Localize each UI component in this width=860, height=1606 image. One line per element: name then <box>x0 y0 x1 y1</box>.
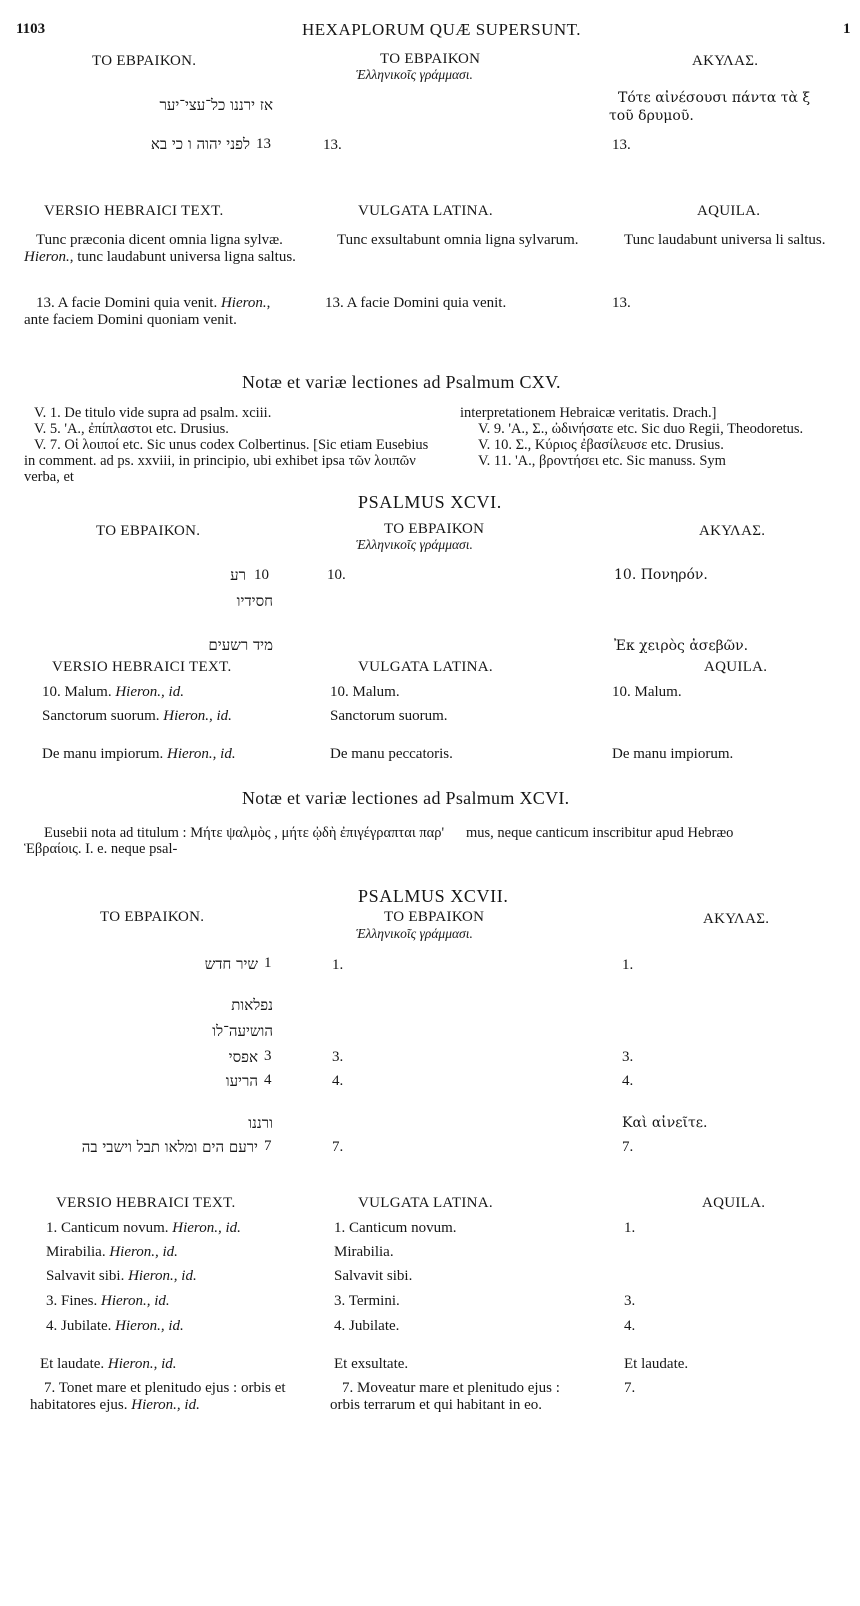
verse-number: 3. <box>332 1049 344 1065</box>
aquila-paragraph: Tunc laudabunt universa li saltus. <box>624 232 826 248</box>
versio-line: Sanctorum suorum. Hieron., id. <box>42 708 232 724</box>
versio-line: Et laudate. Hieron., id. <box>40 1356 177 1372</box>
vulgata-line: Mirabilia. <box>334 1244 394 1260</box>
hebrew-line: שיר חדש <box>204 955 258 973</box>
greek-line: Τότε αἰνέσουσι πάντα τὰ ξ <box>618 90 811 106</box>
greek-line: Ἐκ χειρὸς ἀσεβῶν. <box>614 638 749 654</box>
versio-line: 4. Jubilate. Hieron., id. <box>46 1318 184 1334</box>
col-head-vulgata: VULGATA LATINA. <box>358 1195 493 1211</box>
vulgata-line: 4. Jubilate. <box>334 1318 400 1334</box>
psalm-title: PSALMUS XCVI. <box>358 492 502 512</box>
hebrew-line: הריעו <box>225 1072 258 1090</box>
versio-paragraph: 13. A facie Domini quia venit. Hieron., ante faciem Domini quoniam venit. <box>24 295 271 328</box>
greek-line: Καὶ αἰνεῖτε. <box>622 1115 708 1131</box>
col-head-hebraicum: ΤΟ ΕΒΡΑΙΚΟΝ. <box>96 523 201 539</box>
hebrew-line: נפלאות <box>231 996 273 1014</box>
aquila-line: 4. <box>624 1318 636 1334</box>
hebrew-line: מיד רשעים <box>208 636 273 654</box>
verse-number: 4. <box>622 1073 634 1089</box>
aquila-paragraph: 13. <box>612 295 631 311</box>
hebrew-line: ירעם הים ומלאו תבל וישבי בה <box>81 1138 258 1156</box>
right-mark: 1 <box>843 21 851 37</box>
notes-left-column: V. 1. De titulo vide supra ad psalm. xciii. V. 5. 'Α., ἐπίπλαστοι etc. Drusius. V. 7. Οἱ λοιποί etc. Sic unus codex Colbertinus. [Sic etiam Eusebius in comment. ad ps. xxviii, in principio, ubi exhibet ipsa τῶν λοιπῶν verba, et <box>24 405 429 485</box>
col-head-hebraicum: ΤΟ ΕΒΡΑΙΚΟΝ. <box>92 53 197 69</box>
col-subhead-greek-letters: Ἑλληνικοῖς γράμμασι. <box>356 537 473 552</box>
hebrew-line: לפני יהוה ו כי בא <box>150 135 250 153</box>
hebrew-line: רע <box>230 566 246 584</box>
vulgata-paragraph: Tunc exsultabunt omnia ligna sylvarum. <box>337 232 579 248</box>
notes-heading: Notæ et variæ lectiones ad Psalmum XCVI. <box>242 788 570 808</box>
col-subhead-greek-letters: Ἑλληνικοῖς γράμμασι. <box>356 67 473 82</box>
vulgata-line: Sanctorum suorum. <box>330 708 448 724</box>
col-head-hebraicum-greek: ΤΟ ΕΒΡΑΙΚΟΝ <box>384 909 485 925</box>
col-head-versio: VERSIO HEBRAICI TEXT. <box>44 203 224 219</box>
verse-number: 1 <box>264 955 272 971</box>
hebrew-line: הושיעה־לו <box>212 1022 273 1040</box>
col-head-aquila-latin: AQUILA. <box>704 659 768 675</box>
notes-right-column: interpretationem Hebraicæ veritatis. Drach.] V. 9. 'Α., Σ., ὠδινήσατε etc. Sic duo Regii, Theodoretus. V. 10. Σ., Κύριος ἐβασίλευσε etc. Drusius. V. 11. 'Α., βροντήσει etc. Sic manuss. Sym <box>460 405 804 469</box>
vulgata-line: Salvavit sibi. <box>334 1268 413 1284</box>
verse-number: 3. <box>622 1049 634 1065</box>
verse-number: 7. <box>622 1139 634 1155</box>
col-head-aquila-greek: ΑΚΥΛΑΣ. <box>692 53 759 69</box>
verse-number: 13 <box>256 136 271 152</box>
aquila-line: 10. Malum. <box>612 684 682 700</box>
col-head-hebraicum-greek: ΤΟ ΕΒΡΑΙΚΟΝ <box>384 521 485 537</box>
notes-left-column: Eusebii nota ad titulum : Μήτε ψαλμὸς , μήτε ᾠδὴ ἐπιγέγραπται παρ' Ἑβραίοις. I. e. neque psal- <box>24 825 445 857</box>
verse-number: 1. <box>332 957 344 973</box>
col-subhead-greek-letters: Ἑλληνικοῖς γράμμασι. <box>356 926 473 941</box>
aquila-line: Et laudate. <box>624 1356 689 1372</box>
notes-right-column: mus, neque canticum inscribitur apud Hebræo <box>466 825 734 841</box>
verse-number: 4 <box>264 1072 272 1088</box>
col-head-aquila-greek: ΑΚΥΛΑΣ. <box>703 911 770 927</box>
versio-line: Salvavit sibi. Hieron., id. <box>46 1268 197 1284</box>
col-head-aquila-greek: ΑΚΥΛΑΣ. <box>699 523 766 539</box>
aquila-line: 7. <box>624 1380 636 1396</box>
versio-paragraph: 7. Tonet mare et plenitudo ejus : orbis et habitatores ejus. Hieron., id. <box>30 1380 286 1413</box>
hebrew-line: ורננו <box>248 1114 273 1132</box>
hebrew-line: חסידיו <box>236 592 273 610</box>
col-head-aquila-latin: AQUILA. <box>697 203 761 219</box>
versio-line: De manu impiorum. Hieron., id. <box>42 746 236 762</box>
page-number: 1103 <box>16 21 46 37</box>
col-head-versio: VERSIO HEBRAICI TEXT. <box>52 659 232 675</box>
vulgata-paragraph: 7. Moveatur mare et plenitudo ejus : orbis terrarum et qui habitant in eo. <box>330 1380 560 1413</box>
versio-line: 3. Fines. Hieron., id. <box>46 1293 170 1309</box>
col-head-hebraicum-greek: ΤΟ ΕΒΡΑΙΚΟΝ <box>380 51 481 67</box>
col-head-vulgata: VULGATA LATINA. <box>358 203 493 219</box>
col-head-versio: VERSIO HEBRAICI TEXT. <box>56 1195 236 1211</box>
vulgata-paragraph: 13. A facie Domini quia venit. <box>325 295 507 311</box>
greek-line: 10. Πονηρόν. <box>614 567 708 583</box>
verse-number: 4. <box>332 1073 344 1089</box>
verse-number: 13. <box>323 137 342 153</box>
versio-line: 1. Canticum novum. Hieron., id. <box>46 1220 241 1236</box>
aquila-line: 3. <box>624 1293 636 1309</box>
versio-paragraph: Tunc præconia dicent omnia ligna sylvæ. Hieron., tunc laudabunt universa ligna saltus. <box>24 232 296 265</box>
verse-number: 3 <box>264 1048 272 1064</box>
vulgata-line: 3. Termini. <box>334 1293 400 1309</box>
aquila-line: 1. <box>624 1220 636 1236</box>
aquila-line: De manu impiorum. <box>612 746 734 762</box>
vulgata-line: De manu peccatoris. <box>330 746 453 762</box>
verse-number: 7. <box>332 1139 344 1155</box>
hebrew-line: אפסי <box>228 1048 258 1066</box>
vulgata-line: 10. Malum. <box>330 684 400 700</box>
col-head-vulgata: VULGATA LATINA. <box>358 659 493 675</box>
psalm-title: PSALMUS XCVII. <box>358 886 509 906</box>
vulgata-line: Et exsultate. <box>334 1356 409 1372</box>
versio-line: 10. Malum. Hieron., id. <box>42 684 184 700</box>
vulgata-line: 1. Canticum novum. <box>334 1220 457 1236</box>
greek-line: τοῦ δρυμοῦ. <box>609 108 694 124</box>
verse-number: 1. <box>622 957 634 973</box>
notes-heading: Notæ et variæ lectiones ad Psalmum CXV. <box>242 372 561 392</box>
col-head-hebraicum: ΤΟ ΕΒΡΑΙΚΟΝ. <box>100 909 205 925</box>
col-head-aquila-latin: AQUILA. <box>702 1195 766 1211</box>
running-title: HEXAPLORUM QUÆ SUPERSUNT. <box>302 20 582 39</box>
verse-number: 7 <box>264 1138 272 1154</box>
hebrew-line: אז ירננו כל־עצי־יער <box>159 96 273 114</box>
verse-number: 10 <box>254 567 269 583</box>
verse-number: 10. <box>327 567 346 583</box>
versio-line: Mirabilia. Hieron., id. <box>46 1244 178 1260</box>
verse-number: 13. <box>612 137 631 153</box>
